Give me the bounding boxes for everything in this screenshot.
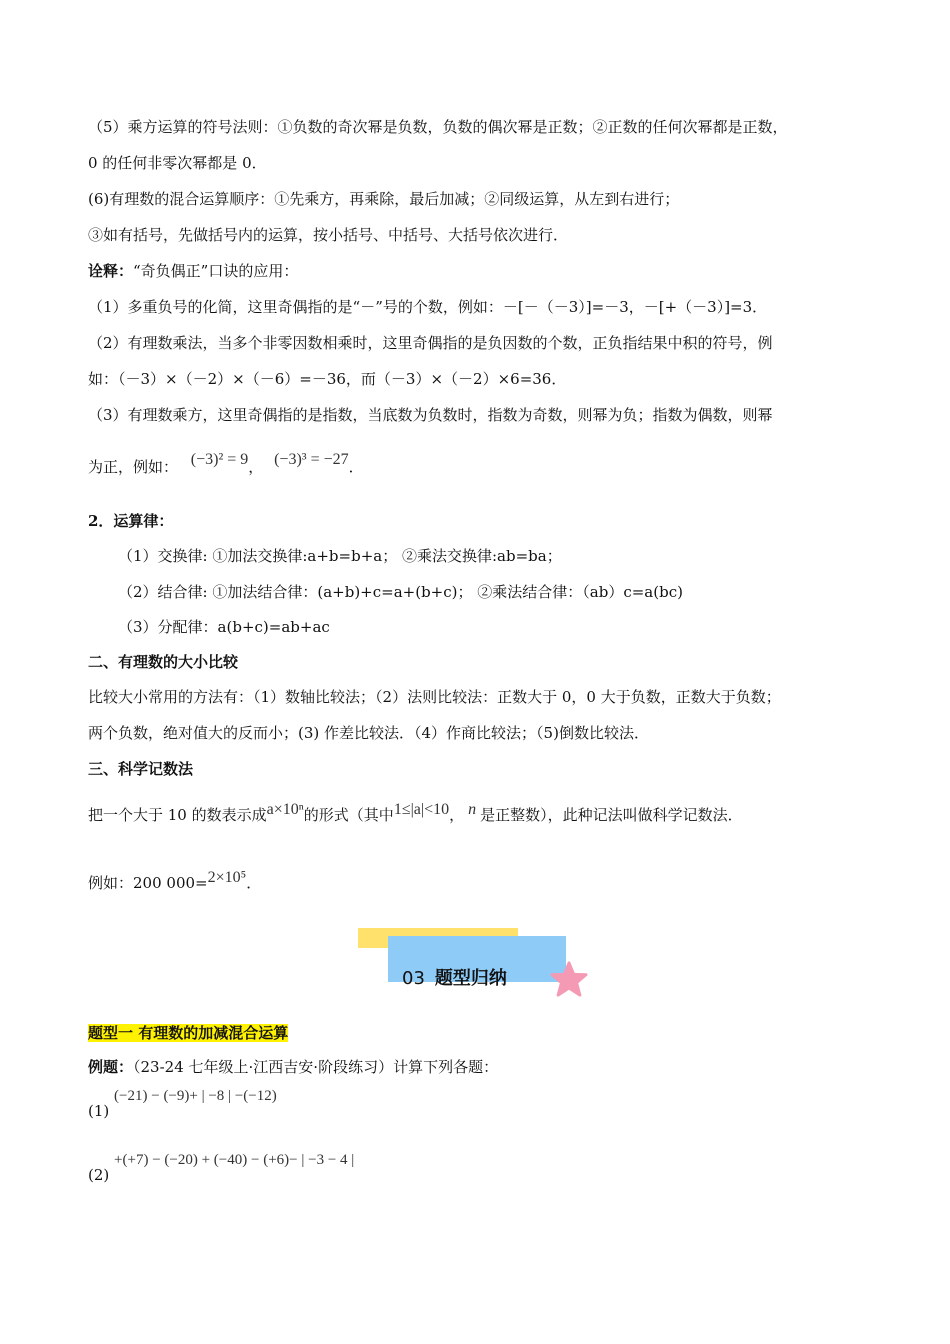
math-sci-form: a×10ⁿ xyxy=(266,801,304,818)
rule-6-line1: (6)有理数的混合运算顺序：①先乘方，再乘除，最后加减；②同级运算，从左到右进行； xyxy=(88,190,680,208)
star-icon xyxy=(550,960,588,998)
sci-example-prefix: 例如：200 000= xyxy=(88,874,208,892)
sci-text-b: 的形式（其中 xyxy=(303,806,394,824)
explanation-label: 诠释： xyxy=(88,262,134,280)
question-2-expression: +(+7) − (−20) + (−40) − (+6)− | −3 − 4 | xyxy=(114,1152,355,1168)
explanation-item-2-line1: （2）有理数乘法，当多个非零因数相乘时，这里奇偶指的是负因数的个数，正负指结果中积的符号，例 xyxy=(88,334,773,352)
sci-example-end: ． xyxy=(246,874,262,892)
math-abs-range: 1≤|a|<10 xyxy=(393,801,450,818)
math-end: ． xyxy=(348,458,364,476)
banner-title xyxy=(402,964,507,990)
law-commutative: （1）交换律: ①加法交换律:a+b=b+a； ②乘法交换律:ab=ba； xyxy=(118,547,562,565)
example-intro: （23-24 七年级上·江西吉安·阶段练习）计算下列各题： xyxy=(133,1058,499,1076)
rule-6-line2: ③如有括号，先做括号内的运算，按小括号、中括号、大括号依次进行． xyxy=(88,226,569,244)
sci-text-d: 是正整数），此种记法叫做科学记数法． xyxy=(480,806,743,824)
rule-5-line1: （5）乘方运算的符号法则：①负数的奇次幂是负数，负数的偶次幂是正数；②正数的任何次幂都是正数， xyxy=(88,118,788,136)
explanation-item-1: （1）多重负号的化简，这里奇偶指的是“－”号的个数，例如：－[－（－3）]=－3，－[+（－3）]=3． xyxy=(88,298,768,316)
compare-heading: 二、有理数的大小比较 xyxy=(88,653,239,671)
rule-5-line2: 0 的任何非零次幂都是 0． xyxy=(88,154,267,172)
sci-text-c: ， xyxy=(449,806,465,824)
explanation-item-3-line1: （3）有理数乘方，这里奇偶指的是指数，当底数为负数时，指数为奇数，则幂为负；指数为偶数，则幂 xyxy=(88,406,773,424)
math-separator: ， xyxy=(248,458,264,476)
math-power-odd: (−3)³ = −27 xyxy=(274,451,349,468)
explanation-item-2-line2: 如：（－3）×（－2）×（－6）=－36，而（－3）×（－2）×6=36． xyxy=(88,370,567,388)
question-2 xyxy=(88,1152,355,1187)
math-power-even: (−3)² = 9 xyxy=(190,451,249,468)
question-1 xyxy=(88,1088,277,1123)
explanation-item-3-line2 xyxy=(88,451,364,479)
math-sci-example: 2×10⁵ xyxy=(207,869,247,886)
question-1-number: (1) xyxy=(88,1102,110,1120)
law-associative: （2）结合律: ①加法结合律：(a+b)+c=a+(b+c)； ②乘法结合律：（ab）c=a(bc) xyxy=(118,583,683,601)
compare-para-1: 比较大小常用的方法有：（1）数轴比较法；（2）法则比较法：正数大于 0，0 大于负数，正数大于负数； xyxy=(88,688,781,706)
sci-heading: 三、科学记数法 xyxy=(88,760,194,778)
section-banner xyxy=(358,928,590,998)
question-1-expression: (−21) − (−9)+ | −8 | −(−12) xyxy=(114,1088,277,1104)
banner-label: 题型归纳 xyxy=(434,968,507,989)
explanation-text: “奇负偶正”口诀的应用： xyxy=(133,262,299,280)
explanation-line xyxy=(88,260,298,282)
example-intro-line xyxy=(88,1056,498,1078)
banner-number: 03 xyxy=(402,968,425,989)
section-2-heading: 2．运算律： xyxy=(88,512,174,530)
law-distributive: （3）分配律：a(b+c)=ab+ac xyxy=(118,618,330,636)
math-n: n xyxy=(468,801,477,818)
question-type-highlight: 题型一 有理数的加减混合运算 xyxy=(88,1024,289,1042)
compare-para-2: 两个负数，绝对值大的反而小；(3) 作差比较法．（4）作商比较法；（5)倒数比较法． xyxy=(88,724,649,742)
sci-para-1 xyxy=(88,801,743,827)
example-prefix: 为正，例如： xyxy=(88,458,179,476)
example-label: 例题： xyxy=(88,1058,134,1076)
question-type-title xyxy=(88,1022,288,1044)
sci-text-a: 把一个大于 10 的数表示成 xyxy=(88,806,267,824)
sci-para-2 xyxy=(88,869,262,895)
question-2-number: (2) xyxy=(88,1166,110,1184)
